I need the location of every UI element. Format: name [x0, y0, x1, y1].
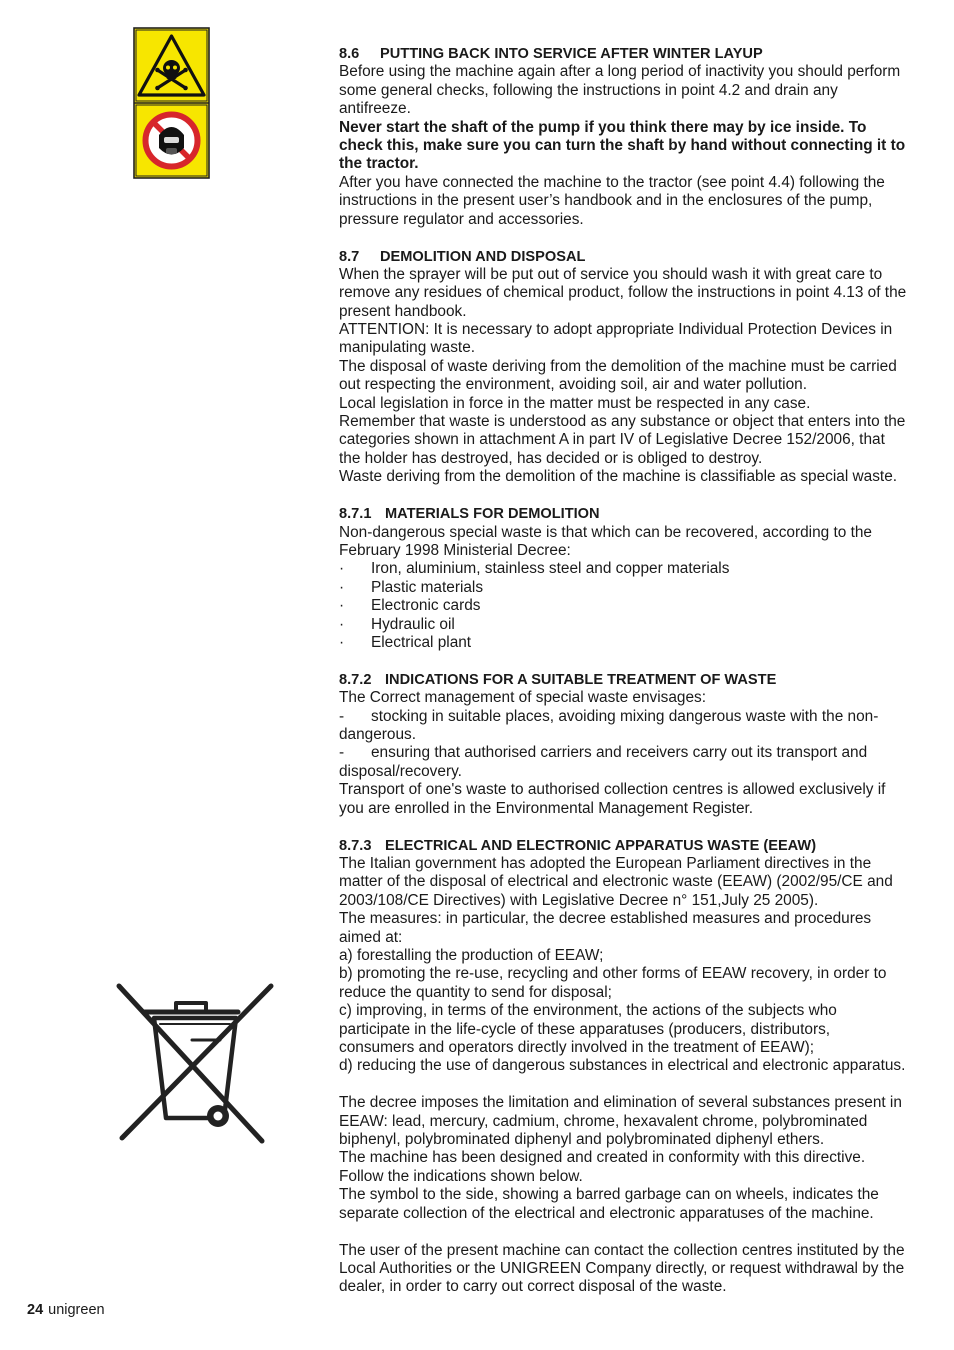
bold-text-line: the tractor.	[339, 155, 419, 173]
section-number: 8.7.2	[339, 671, 372, 688]
text-line: b) promoting the re-use, recycling and other forms of EEAW recovery, in order to	[339, 965, 887, 983]
page-footer	[27, 1302, 105, 1318]
text-line: antifreeze.	[339, 100, 411, 118]
text-line: a) forestalling the production of EEAW;	[339, 946, 604, 964]
list-marker: ·	[339, 597, 345, 615]
text-line: some general checks, following the instructions in point 4.2 and drain any	[339, 81, 838, 99]
page-number: 24	[27, 1302, 44, 1318]
list-item	[339, 560, 931, 578]
section-heading	[339, 45, 931, 63]
text-line: Remember that waste is understood as any substance or object that enters into the	[339, 413, 906, 431]
text-line: Transport of one's waste to authorised collection centres is allowed exclusively if	[339, 781, 886, 799]
section-number: 8.7	[339, 248, 360, 265]
text-line: Follow the indications shown below.	[339, 1167, 583, 1185]
paragraph-gap	[339, 229, 931, 248]
section-title: DEMOLITION AND DISPOSAL	[380, 248, 586, 265]
list-item	[339, 744, 931, 762]
section-title: INDICATIONS FOR A SUITABLE TREATMENT OF WASTE	[385, 671, 777, 688]
text-line: categories shown in attachment A in part IV of Legislative Decree 152/2006, that	[339, 431, 885, 449]
section-heading	[339, 505, 931, 523]
text-line: c) improving, in terms of the environment, the actions of the subjects who	[339, 1002, 837, 1020]
paragraph-gap	[339, 652, 931, 671]
section-number: 8.7.3	[339, 837, 372, 854]
text-line: consumers and operators directly involved in the treatment of EEAW);	[339, 1038, 815, 1056]
section-heading	[339, 671, 931, 689]
text-line: The measures: in particular, the decree established measures and procedures	[339, 910, 872, 928]
text-line: d) reducing the use of dangerous substances in electrical and electronic apparatus.	[339, 1057, 906, 1075]
paragraph-gap	[339, 487, 931, 506]
section-heading	[339, 248, 931, 266]
toxic-hazard-sign-icon	[133, 27, 210, 179]
bold-text-line: check this, make sure you can turn the shaft by hand without connecting it to	[339, 136, 906, 154]
text-line: The Correct management of special waste envisages:	[339, 689, 706, 707]
text-line: February 1998 Ministerial Decree:	[339, 541, 571, 559]
text-line: dangerous.	[339, 726, 417, 744]
text-line: EEAW: lead, mercury, cadmium, chrome, hexavalent chrome, polybrominated	[339, 1112, 868, 1130]
section-title: PUTTING BACK INTO SERVICE AFTER WINTER LAYUP	[380, 46, 763, 62]
list-marker: -	[339, 744, 345, 762]
list-marker: ·	[339, 560, 345, 578]
text-line: The Italian government has adopted the European Parliament directives in the	[339, 855, 872, 872]
paragraph-gap	[339, 1223, 931, 1242]
list-item	[339, 597, 931, 615]
text-line: The user of the present machine can contact the collection centres instituted by the	[339, 1241, 905, 1259]
list-item	[339, 579, 931, 597]
text-line: matter of the disposal of electrical and electronic waste (EEAW) (2002/95/CE and	[339, 873, 893, 891]
text-line: When the sprayer will be put out of service you should wash it with great care to	[339, 265, 883, 283]
paragraph-gap	[339, 1076, 931, 1095]
section-title: ELECTRICAL AND ELECTRONIC APPARATUS WASTE (EEAW)	[385, 837, 817, 854]
text-line: manipulating waste.	[339, 339, 476, 357]
brand-name: unigreen	[48, 1302, 105, 1318]
paragraph-gap	[339, 818, 931, 837]
section-number: 8.7.1	[339, 506, 372, 523]
text-line: remove any residues of chemical product, follow the instructions in point 4.13 of the	[339, 284, 907, 302]
list-marker: -	[339, 707, 345, 725]
respirator-mask-icon	[146, 115, 198, 167]
text-line: Local Authorities or the UNIGREEN Company directly, or request withdrawal by the	[339, 1260, 905, 1277]
text-line: you are enrolled in the Environmental Management Register.	[339, 799, 754, 817]
list-item-text: Hydraulic oil	[371, 615, 455, 633]
list-item-text: Electronic cards	[371, 597, 481, 615]
list-item	[339, 708, 931, 726]
list-item-text: Electrical plant	[371, 633, 472, 651]
list-marker: ·	[339, 615, 345, 633]
section-number: 8.6	[339, 46, 360, 62]
list-item	[339, 616, 931, 634]
text-line: The disposal of waste deriving from the demolition of the machine must be carried	[339, 357, 897, 375]
text-line: The decree imposes the limitation and elimination of several substances present in	[339, 1094, 902, 1112]
list-marker: ·	[339, 633, 345, 651]
list-marker: ·	[339, 578, 345, 596]
text-line: pressure regulator and accessories.	[339, 210, 584, 228]
section-title: MATERIALS FOR DEMOLITION	[385, 506, 600, 523]
text-line: ATTENTION: It is necessary to adopt appropriate Individual Protection Devices in	[339, 321, 893, 339]
list-item-text: ensuring that authorised carriers and receivers carry out its transport and	[371, 744, 868, 762]
list-item	[339, 634, 931, 652]
text-line: out respecting the environment, avoiding soil, air and water pollution.	[339, 376, 807, 394]
text-line: disposal/recovery.	[339, 762, 462, 780]
text-line: The symbol to the side, showing a barred garbage can on wheels, indicates the	[339, 1186, 879, 1204]
text-line: Local legislation in force in the matter must be respected in any case.	[339, 394, 811, 412]
text-line: instructions in the present user’s handbook and in the enclosures of the pump,	[339, 192, 873, 210]
text-line: After you have connected the machine to the tractor (see point 4.4) following the	[339, 173, 885, 191]
list-item-text: Iron, aluminium, stainless steel and copper materials	[371, 560, 730, 578]
text-line: aimed at:	[339, 928, 403, 946]
text-line: Waste deriving from the demolition of the machine is classifiable as special waste.	[339, 468, 898, 486]
text-line: The machine has been designed and created in conformity with this directive.	[339, 1149, 866, 1167]
text-line: reduce the quantity to send for disposal;	[339, 983, 612, 1001]
list-item-text: Plastic materials	[371, 578, 484, 596]
text-line: Non-dangerous special waste is that which can be recovered, according to the	[339, 523, 872, 541]
text-line: 2003/108/CE Directives) with Legislative Decree n° 151,July 25 2005).	[339, 891, 819, 909]
text-line: present handbook.	[339, 302, 467, 320]
page-body-text	[339, 45, 931, 1297]
text-line: dealer, in order to carry out correct disposal of the waste.	[339, 1278, 727, 1296]
text-line: biphenyl, polybrominated diphenyl and polybrominated diphenyl ethers.	[339, 1131, 825, 1149]
crossed-out-wheelie-bin-icon	[112, 980, 274, 1145]
list-item-text: stocking in suitable places, avoiding mixing dangerous waste with the non-	[371, 707, 879, 725]
section-heading	[339, 837, 931, 855]
text-line: Before using the machine again after a long period of inactivity you should perform	[339, 63, 901, 81]
text-line: the holder has destroyed, has decided or is obliged to destroy.	[339, 449, 763, 467]
bold-text-line: Never start the shaft of the pump if you think there may by ice inside. To	[339, 118, 867, 136]
text-line: separate collection of the electrical and electronic apparatuses of the machine.	[339, 1204, 874, 1222]
text-line: participate in the life-cycle of these apparatuses (producers, distributors,	[339, 1020, 831, 1038]
